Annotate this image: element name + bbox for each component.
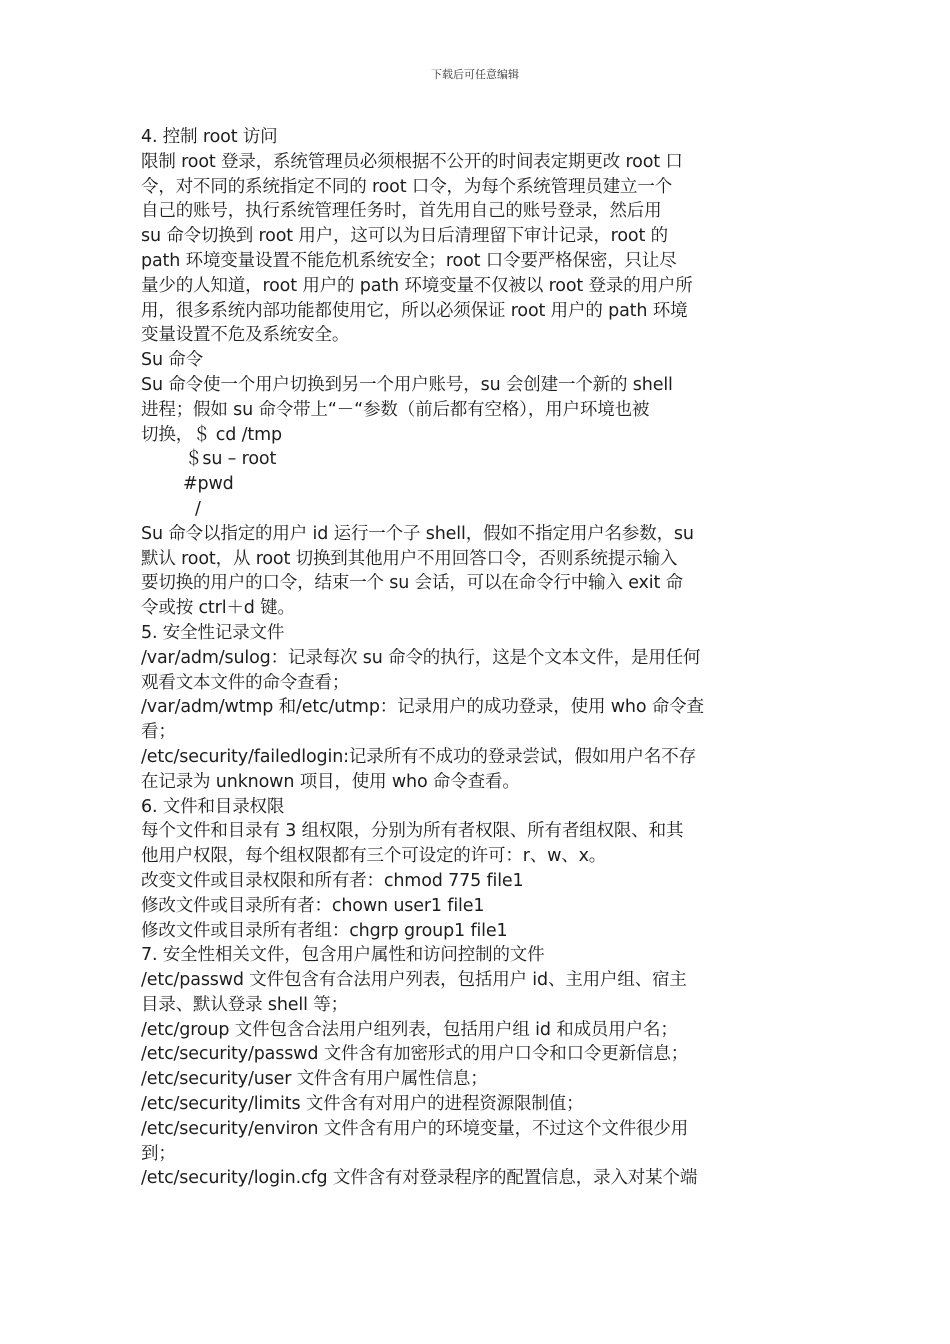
paragraph-line: 自己的账号，执行系统管理任务时，首先用自己的账号登录，然后用 <box>141 201 662 222</box>
paragraph-line: /etc/security/login.cfg 文件含有对登录程序的配置信息，录入对某个端 <box>141 1168 698 1189</box>
section-heading: 6. 文件和目录权限 <box>141 796 285 817</box>
paragraph-line: 默认 root，从 root 切换到其他用户不用回答口令，否则系统提示输入 <box>141 548 678 569</box>
document-body <box>141 125 741 1191</box>
paragraph-line: Su 命令以指定的用户 id 运行一个子 shell，假如不指定用户名参数，su <box>141 523 694 544</box>
paragraph-line: /etc/security/user 文件含有用户属性信息； <box>141 1069 488 1090</box>
paragraph-line: 要切换的用户的口令，结束一个 su 会话，可以在命令行中输入 exit 命 <box>141 573 683 594</box>
paragraph-line: path 环境变量设置不能危机系统安全；root 口令要严格保密，只让尽 <box>141 250 677 271</box>
paragraph-line: 到； <box>141 1143 176 1164</box>
paragraph-line: 修改文件或目录所有者组：chgrp group1 file1 <box>141 920 508 941</box>
code-line: ＄su – root <box>185 449 277 470</box>
paragraph-line: /etc/security/limits 文件含有对用户的进程资源限制值； <box>141 1094 584 1115</box>
paragraph-line: 他用户权限，每个组权限都有三个可设定的许可：r、w、x。 <box>141 846 607 867</box>
section-heading: 7. 安全性相关文件，包含用户属性和访问控制的文件 <box>141 945 545 966</box>
paragraph-line: 在记录为 unknown 项目，使用 who 命令查看。 <box>141 771 520 792</box>
code-line: #pwd <box>183 474 234 495</box>
section-heading: Su 命令 <box>141 350 204 371</box>
paragraph-line: 观看文本文件的命令查看； <box>141 672 350 693</box>
paragraph-line: 进程；假如 su 命令带上“－“参数（前后都有空格），用户环境也被 <box>141 399 650 420</box>
paragraph-line: /etc/group 文件包含合法用户组列表，包括用户组 id 和成员用户名； <box>141 1019 678 1040</box>
paragraph-line: 每个文件和目录有 3 组权限，分别为所有者权限、所有者组权限、和其 <box>141 821 684 842</box>
paragraph-line: 改变文件或目录权限和所有者：chmod 775 file1 <box>141 870 524 891</box>
paragraph-line: 用，很多系统内部功能都使用它，所以必须保证 root 用户的 path 环境 <box>141 300 688 321</box>
paragraph-line: 变量设置不危及系统安全。 <box>141 325 350 346</box>
paragraph-line: /etc/security/passwd 文件含有加密形式的用户口令和口令更新信息； <box>141 1044 689 1065</box>
paragraph-line: 量少的人知道，root 用户的 path 环境变量不仅被以 root 登录的用户所 <box>141 275 693 296</box>
paragraph-line: 令或按 ctrl＋d 键。 <box>141 598 295 619</box>
section-heading: 5. 安全性记录文件 <box>141 622 285 643</box>
paragraph-line: 目录、默认登录 shell 等； <box>141 994 348 1015</box>
section-heading: 4. 控制 root 访问 <box>141 127 278 147</box>
paragraph-line: 修改文件或目录所有者：chown user1 file1 <box>141 895 485 916</box>
paragraph-line: /var/adm/wtmp 和/etc/utmp：记录用户的成功登录，使用 who 命令查 <box>141 697 704 718</box>
paragraph-line: 限制 root 登录，系统管理员必须根据不公开的时间表定期更改 root 口 <box>141 151 683 172</box>
paragraph-line: 切换，＄ cd /tmp <box>141 424 282 445</box>
paragraph-line: su 命令切换到 root 用户，这可以为日后清理留下审计记录，root 的 <box>141 226 668 247</box>
paragraph-line: 看； <box>141 722 176 743</box>
paragraph-line: /etc/passwd 文件包含有合法用户列表，包括用户 id、主用户组、宿主 <box>141 970 687 991</box>
paragraph-line: 令，对不同的系统指定不同的 root 口令，为每个系统管理员建立一个 <box>141 176 673 197</box>
paragraph-line: /etc/security/failedlogin:记录所有不成功的登录尝试，假如用户名不存 <box>141 746 696 767</box>
code-line: / <box>195 498 201 519</box>
paragraph-line: /var/adm/sulog：记录每次 su 命令的执行，这是个文本文件，是用任何 <box>141 647 701 668</box>
paragraph-line: Su 命令使一个用户切换到另一个用户账号，su 会创建一个新的 shell <box>141 374 673 395</box>
paragraph-line: /etc/security/environ 文件含有用户的环境变量，不过这个文件很少用 <box>141 1118 689 1139</box>
page-header: 下载后可任意编辑 <box>431 68 519 81</box>
